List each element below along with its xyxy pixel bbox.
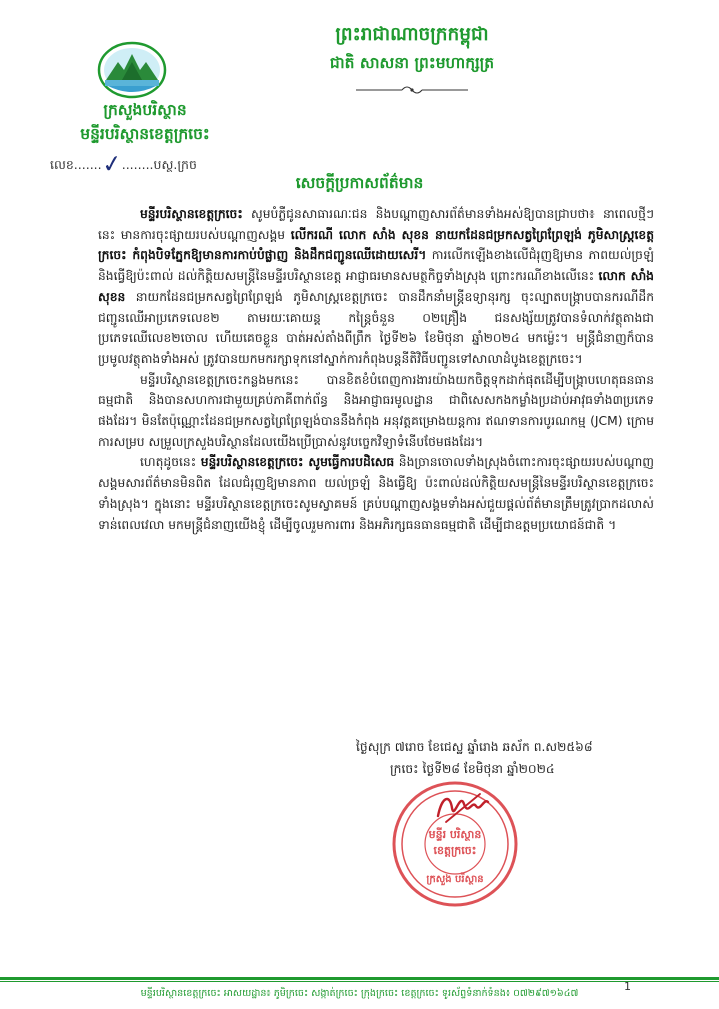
p3-run-2: និងច្រានចោលទាំងស្រុងចំពោះការចុះផ្សាយរបស់បណ្ដាញសង្គមសារព័ត៌មានមិនពិត ដែលជំរុញឱ្យមានភាព យល់ច្រឡំ និងធ្វើឱ្យ ប៉ះពាល់ដល់កិត្តិយសមន្ត្រីនៃមន្ទីរបរិស្ថានខេត្តក្រចេះទាំងស្រុង។ ក្នុងនោះ មន្ទីរបរិស្ថានខេត្តក្រចេះសូមស្វាគមន៍ គ្រប់បណ្ដាញសង្គមទាំងអស់ជួយផ្ដល់ព័ត៌មានត្រឹមត្រូវប្រាកដលាស់ ទាន់ពេលវេលា មកមន្ត្រីជំនាញយើងខ្ញុំ ដើម្បីចូលរួមការពារ និងអភិរក្សធនធានធម្មជាតិ ដើម្បីជាឧត្តមប្រយោជន៍ជាតិ ។ [98,455,654,532]
p3-run-0: ហេតុដូចនេះ [140,455,201,470]
p1-run-4: លោក សាំង សុខន [98,269,654,304]
check-mark-icon: ✓ [99,148,124,180]
ministry-label: ក្រសួងបរិស្ថាន [103,101,187,119]
stamp-line-1: មន្ទីរ បរិស្ថាន [428,828,482,841]
stamp-line-2: ខេត្តក្រចេះ [433,844,477,857]
page-number: 1 [624,980,631,993]
ministry-logo [96,40,168,100]
document-title: សេចក្តីប្រកាសព័ត៌មាន [295,174,424,192]
body-text [98,204,654,535]
date-solar: ក្រចេះ ថ្ងៃទី២៨ ខែមិថុនា ឆ្នាំ២០២៤ [390,762,555,776]
department-label: មន្ទីរបរិស្ថានខេត្តក្រចេះ [80,125,210,143]
paragraph-3 [98,452,654,535]
p1-run-2: លើករណី លោក សាំង សុខន នាយកដែនជម្រកសត្វព្រៃព្រែឡង់ ភូមិសាស្ត្រខេត្តក្រចេះ កំពុងបិទភ្នែកឱ្យមានការកាប់បំផ្លាញ និងដឹកជញ្ជូនឈើដោយសេរី។ [98,227,654,263]
footer-address: មន្ទីរបរិស្ថានខេត្តក្រចេះ អាសយដ្ឋាន៖ ភូមិក្រចេះ សង្កាត់ក្រចេះ ក្រុងក្រចេះ ខេត្តក្រចេះ ទូរស័ព្ទទំនាក់ទំនង៖ ០៧២៩៧១៦៤៧ [140,988,579,999]
p1-run-1: សូមបំភ្លឺជូនសាធារណៈជន និងបណ្ដាញសារព័ត៌មានទាំងអស់ឱ្យបានជ្រាបថា៖ នាពេលថ្មីៗនេះ មានការចុះផ្សាយរបស់បណ្ដាញសង្គម [98,207,654,242]
signature [432,786,492,828]
date-lunar: ថ្ងៃសុក្រ ៧រោច ខែជេស្ឋ ឆ្នាំរោង ឆស័ក ព.ស២៥៦៨ [356,740,593,754]
ministry-name [50,98,240,146]
footer-divider-thin [0,981,719,982]
national-motto: ជាតិ សាសនា ព្រះមហាក្សត្រ [329,54,495,72]
ref-prefix: លេខ....... [50,157,102,172]
paragraph-2: មន្ទីរបរិស្ថានខេត្តក្រចេះកន្លងមកនេះ បានខិតខំបំពេញការងារយ៉ាងយកចិត្តទុកដាក់ផុតដើម្បីបង្ក្រាបហេតុធនធានធម្មជាតិ និងបានសហការជាមួយគ្រប់ភាគីពាក់ព័ន្ធ និងអាជ្ញាធរមូលដ្ឋាន ជាពិសេសកងកម្លាំងប្រដាប់អាវុធទាំង៣ប្រភេទផងដែរ។ មិនតែប៉ុណ្ណោះដែនជម្រកសត្វព្រៃព្រែឡង់បាននឹងកំពុង អនុវត្តគម្រោងយន្តការ ឥណទានការបូរណកម្ម (JCM) ក្រោមការសម្រប សម្រួលក្រសួងបរិស្ថានដែលយើងប្រើប្រាស់នូវបច្ចេកវិទ្យាទំនើបថែមផងដែរ។ [98,372,654,449]
p3-run-1: មន្ទីរបរិស្ថានខេត្តក្រចេះ សូមធ្វើការបដិសេធ [200,455,395,470]
p1-run-5: នាយកដែនជម្រកសត្វព្រៃព្រែឡង់ ភូមិសាស្ត្រខេត្តក្រចេះ បានដឹកនាំមន្ត្រីឧទ្យានុរក្ស ចុះល្បាតបង្ក្រាបបានករណីដឹកជញ្ជូនឈើអាប្រភេទលេខ២ តាមរយៈគោយន្ត កន្ត្រៃចំនួន ០២គ្រឿង ជនសង្ស័យត្រូវបានទំលាក់វត្ថុតាងជាប្រភេទឈើលេខ២ចោល ហើយគេចខ្លួន បាត់អស់តាំងពីព្រឹក ថ្ងៃទី២៦ ខែមិថុនា ឆ្នាំ២០២៤ មកម្ល៉េះ។ មន្ត្រីជំនាញក៏បានប្រមូលវត្ថុតាងទាំងអស់ ត្រូវបានយកមករក្សាទុកនៅស្នាក់ការកំពុងបន្តនីតិវិធីបញ្ជូនទៅសាលាដំបូងខេត្តក្រចេះ។ [98,289,654,366]
kingdom-title: ព្រះរាជាណាចក្រកម្ពុជា [335,24,489,45]
footer-divider [0,977,719,980]
p1-run-0: មន្ទីរបរិស្ថានខេត្តក្រចេះ [140,207,243,221]
paragraph-1 [98,204,654,370]
ref-suffix: ........បស្ថ.ក្រច [121,157,197,172]
p1-run-3: ការលើកឡើងខាងលើជំរុញឱ្យមាន ភាពយល់ច្រឡំ និងធ្វើឱ្យប៉ះពាល់ ដល់កិត្តិយសមន្ត្រីនៃមន្ទីរបរិស្ថានខេត្ត អាជ្ញាធរមានសមត្ថកិច្ចទាំងស្រុង ព្រោះករណីខាងលើនេះ [98,248,654,284]
stamp-line-3: ក្រសួង បរិស្ថាន [426,874,484,885]
ornament-divider-icon [352,83,472,97]
